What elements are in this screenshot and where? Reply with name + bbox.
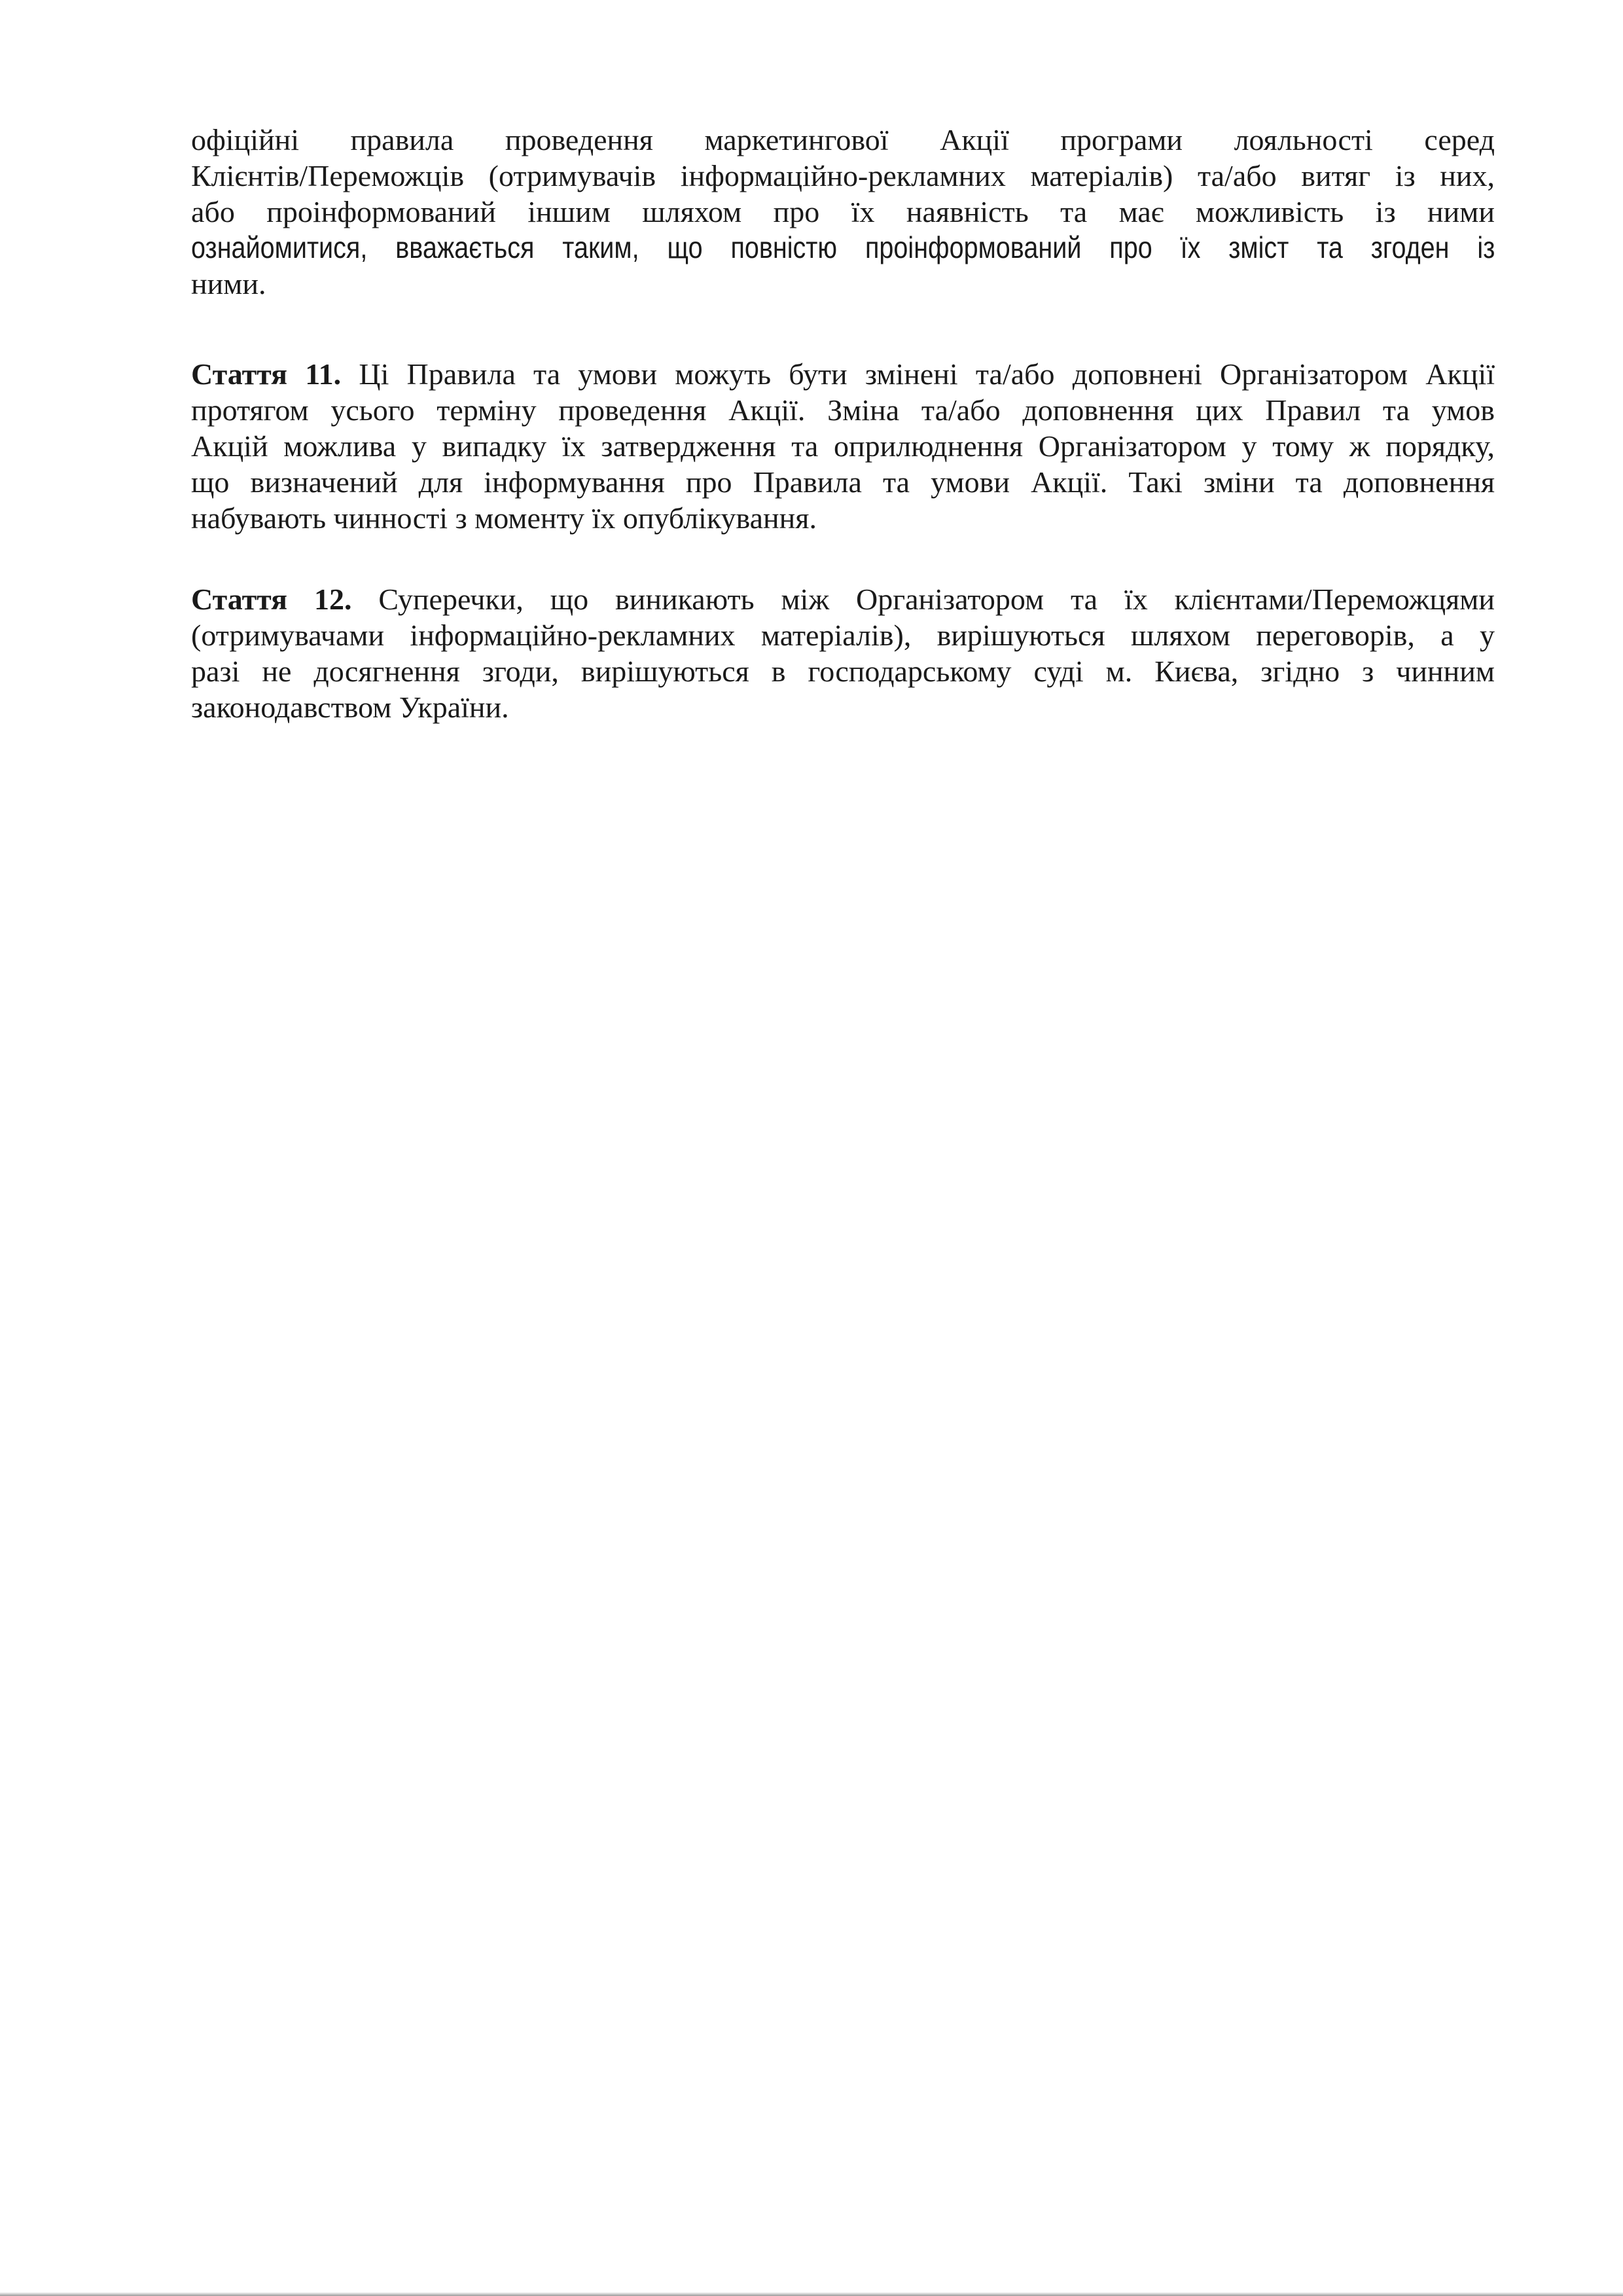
article-11-line-3: Акцій можлива у випадку їх затвердження та оприлюднення Організатором у тому ж порядку, [191,429,1495,463]
article-11-line-1 [191,356,1495,392]
article-12-heading: Стаття 12. [191,583,352,616]
intro-line-5: ними. [191,267,266,300]
intro-line-2: Клієнтів/Переможців (отримувачів інформаційно-рекламних матеріалів) та/або витяг із них, [191,159,1495,192]
article-11-line-1-text: Ці Правила та умови можуть бути змінені та/або доповнені Організатором Акції [341,357,1495,391]
article-12-line-3: разі не досягнення згоди, вирішуються в господарському суді м. Києва, згідно з чинним [191,655,1495,688]
scan-bottom-edge [0,2292,1623,2296]
article-12-line-1-text: Суперечки, що виникають між Організатором та їх клієнтами/Переможцями [351,583,1495,616]
article-11-heading: Стаття 11. [191,357,342,391]
article-11-paragraph [191,356,1495,536]
intro-line-3: або проінформований іншим шляхом про їх наявність та має можливість із ними [191,195,1495,228]
article-12-line-1 [191,581,1495,617]
article-11-line-2: протягом усього терміну проведення Акції. Зміна та/або доповнення цих Правил та умов [191,393,1495,427]
article-11-line-5: набувають чинності з моменту їх опублікування. [191,501,817,535]
intro-paragraph [191,122,1495,302]
article-11-line-4: що визначений для інформування про Правила та умови Акції. Такі зміни та доповнення [191,465,1495,499]
intro-line-4: ознайомитися, вважається таким, що повністю проінформований про їх зміст та згоден із [191,230,1495,264]
article-12-paragraph [191,581,1495,725]
article-12-line-4: законодавством України. [191,691,509,724]
article-12-line-2: (отримувачами інформаційно-рекламних матеріалів), вирішуються шляхом переговорів, а у [191,619,1495,652]
intro-line-1: офіційні правила проведення маркетингової Акції програми лояльності серед [191,123,1495,156]
